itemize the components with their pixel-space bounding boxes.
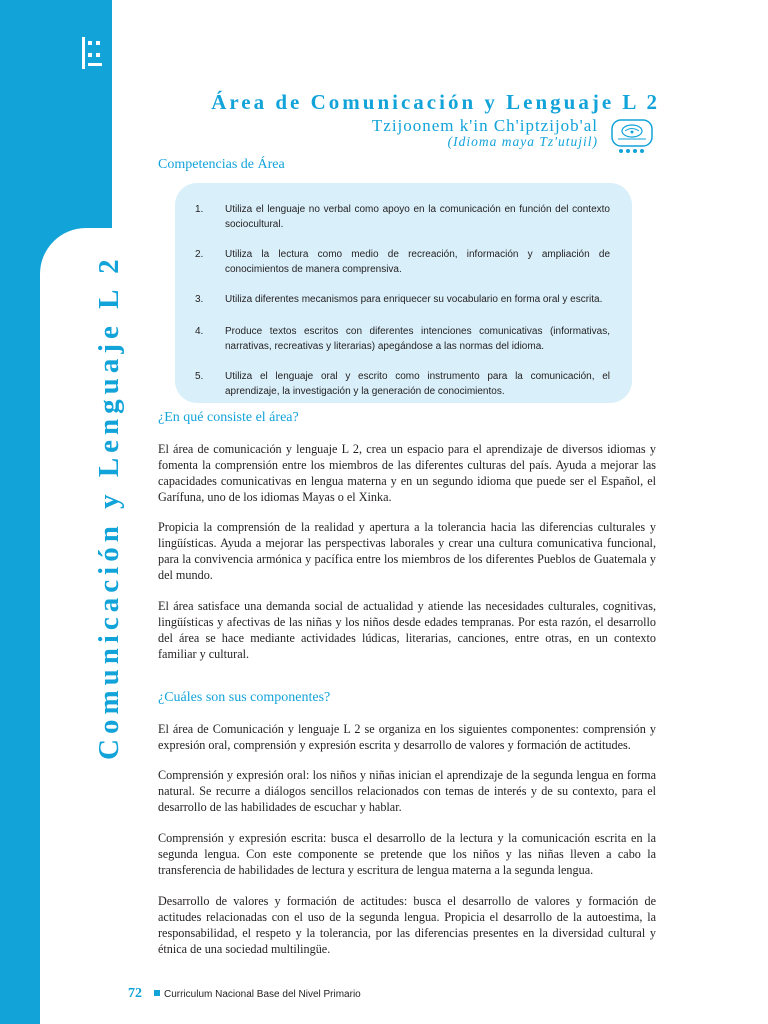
consiste-paragraph-3: El área satisface una demanda social de actualidad y atiende las necesidades culturales, cognitivas, lingüísticas y afectivas de las niñas y los niños desde edades tempranas. Por esta razón, el desarrollo del área se hace mediante actividades lúdicas, literarias, canciones, entre otras, en un contexto familiar y cultural.	[158, 599, 656, 661]
competencias-heading: Competencias de Área	[158, 157, 285, 172]
language-note: (Idioma maya Tz'utujil)	[447, 134, 598, 149]
componentes-paragraph-1: El área de Comunicación y lenguaje L 2 se organiza en los siguientes componentes: comprensión y expresión oral, comprensión y expresión escrita y desarrollo de valores y formación de actitudes.	[158, 722, 656, 752]
componentes-heading: ¿Cuáles son sus componentes?	[158, 690, 331, 705]
componentes-paragraph-4: Desarrollo de valores y formación de actitudes: busca el desarrollo de valores y formación de actitudes relacionadas con el uso de la segunda lengua. Propicia el desarrollo de la autoestima, la responsabilidad, el respeto y la tolerancia, por las diferencias presentes en la diversidad cultural y étnica de una sociedad multilingüe.	[158, 894, 656, 956]
list-item: 4. Produce textos escritos con diferentes intenciones comunicativas (informativas, narrativas, recreativas y literarias) apegándose a las normas del idioma.	[195, 326, 610, 352]
list-item: 5. Utiliza el lenguaje oral y escrito como instrumento para la comunicación, el aprendizaje, la investigación y la generación de conocimientos.	[195, 371, 610, 397]
page-subtitle: Tzijoonem k'in Ch'iptzijob'al	[371, 116, 598, 135]
maya-glyph-icon	[610, 117, 660, 157]
componentes-paragraph-3: Comprensión y expresión escrita: busca el desarrollo de la lectura y la comunicación escrita en la segunda lengua. Con este componente se pretende que los niños y las niñas lleven a cabo la transferencia de habilidades de lectura y escritura de lengua materna a la segunda lengua.	[158, 831, 656, 877]
list-item: 2. Utiliza la lectura como medio de recreación, información y ampliación de conocimientos de manera comprensiva.	[195, 249, 610, 275]
page-number: 72	[128, 986, 142, 1001]
componentes-paragraph-2: Comprensión y expresión oral: los niños y niñas inician el aprendizaje de la segunda lengua en forma natural. Se recurre a diálogos sencillos relacionados con temas de interés y de su contexto, para el desarrollo de las habilidades de escuchar y hablar.	[158, 768, 656, 814]
maya-number-dots-icon	[80, 33, 106, 73]
page-footer	[128, 984, 361, 1002]
footer-square-icon	[154, 990, 160, 996]
competencias-list	[195, 202, 610, 414]
consiste-heading: ¿En qué consiste el área?	[158, 410, 299, 425]
list-item: 1. Utiliza el lenguaje no verbal como apoyo en la comunicación en función del contexto sociocultural.	[195, 204, 610, 230]
consiste-paragraph-2: Propicia la comprensión de la realidad y apertura a la tolerancia hacia las diferencias culturales y lingüísticas. Ayuda a mejorar las perspectivas laborales y crear una cultura comunicativa funcional, para la convivencia armónica y pacífica entre los miembros de los diferentes Pueblos de Guatemala y del mundo.	[158, 520, 656, 582]
vertical-section-title: Comunicación y Lenguaje L 2	[93, 254, 125, 760]
list-item: 3. Utiliza diferentes mecanismos para enriquecer su vocabulario en forma oral y escrita.	[195, 294, 603, 305]
consiste-paragraph-1: El área de comunicación y lenguaje L 2, crea un espacio para el aprendizaje de diversos idiomas y fomenta la comprensión entre los miembros de las diferentes culturas del país. Ayuda a mejorar las capacidades comunicativas en lengua materna y en un segundo idioma que puede ser el Español, el Garífuna, uno de los idiomas Mayas o el Xinka.	[158, 442, 656, 504]
footer-text: Curriculum Nacional Base del Nivel Primario	[164, 989, 361, 1000]
page-title: Área de Comunicación y Lenguaje L 2	[211, 90, 660, 114]
